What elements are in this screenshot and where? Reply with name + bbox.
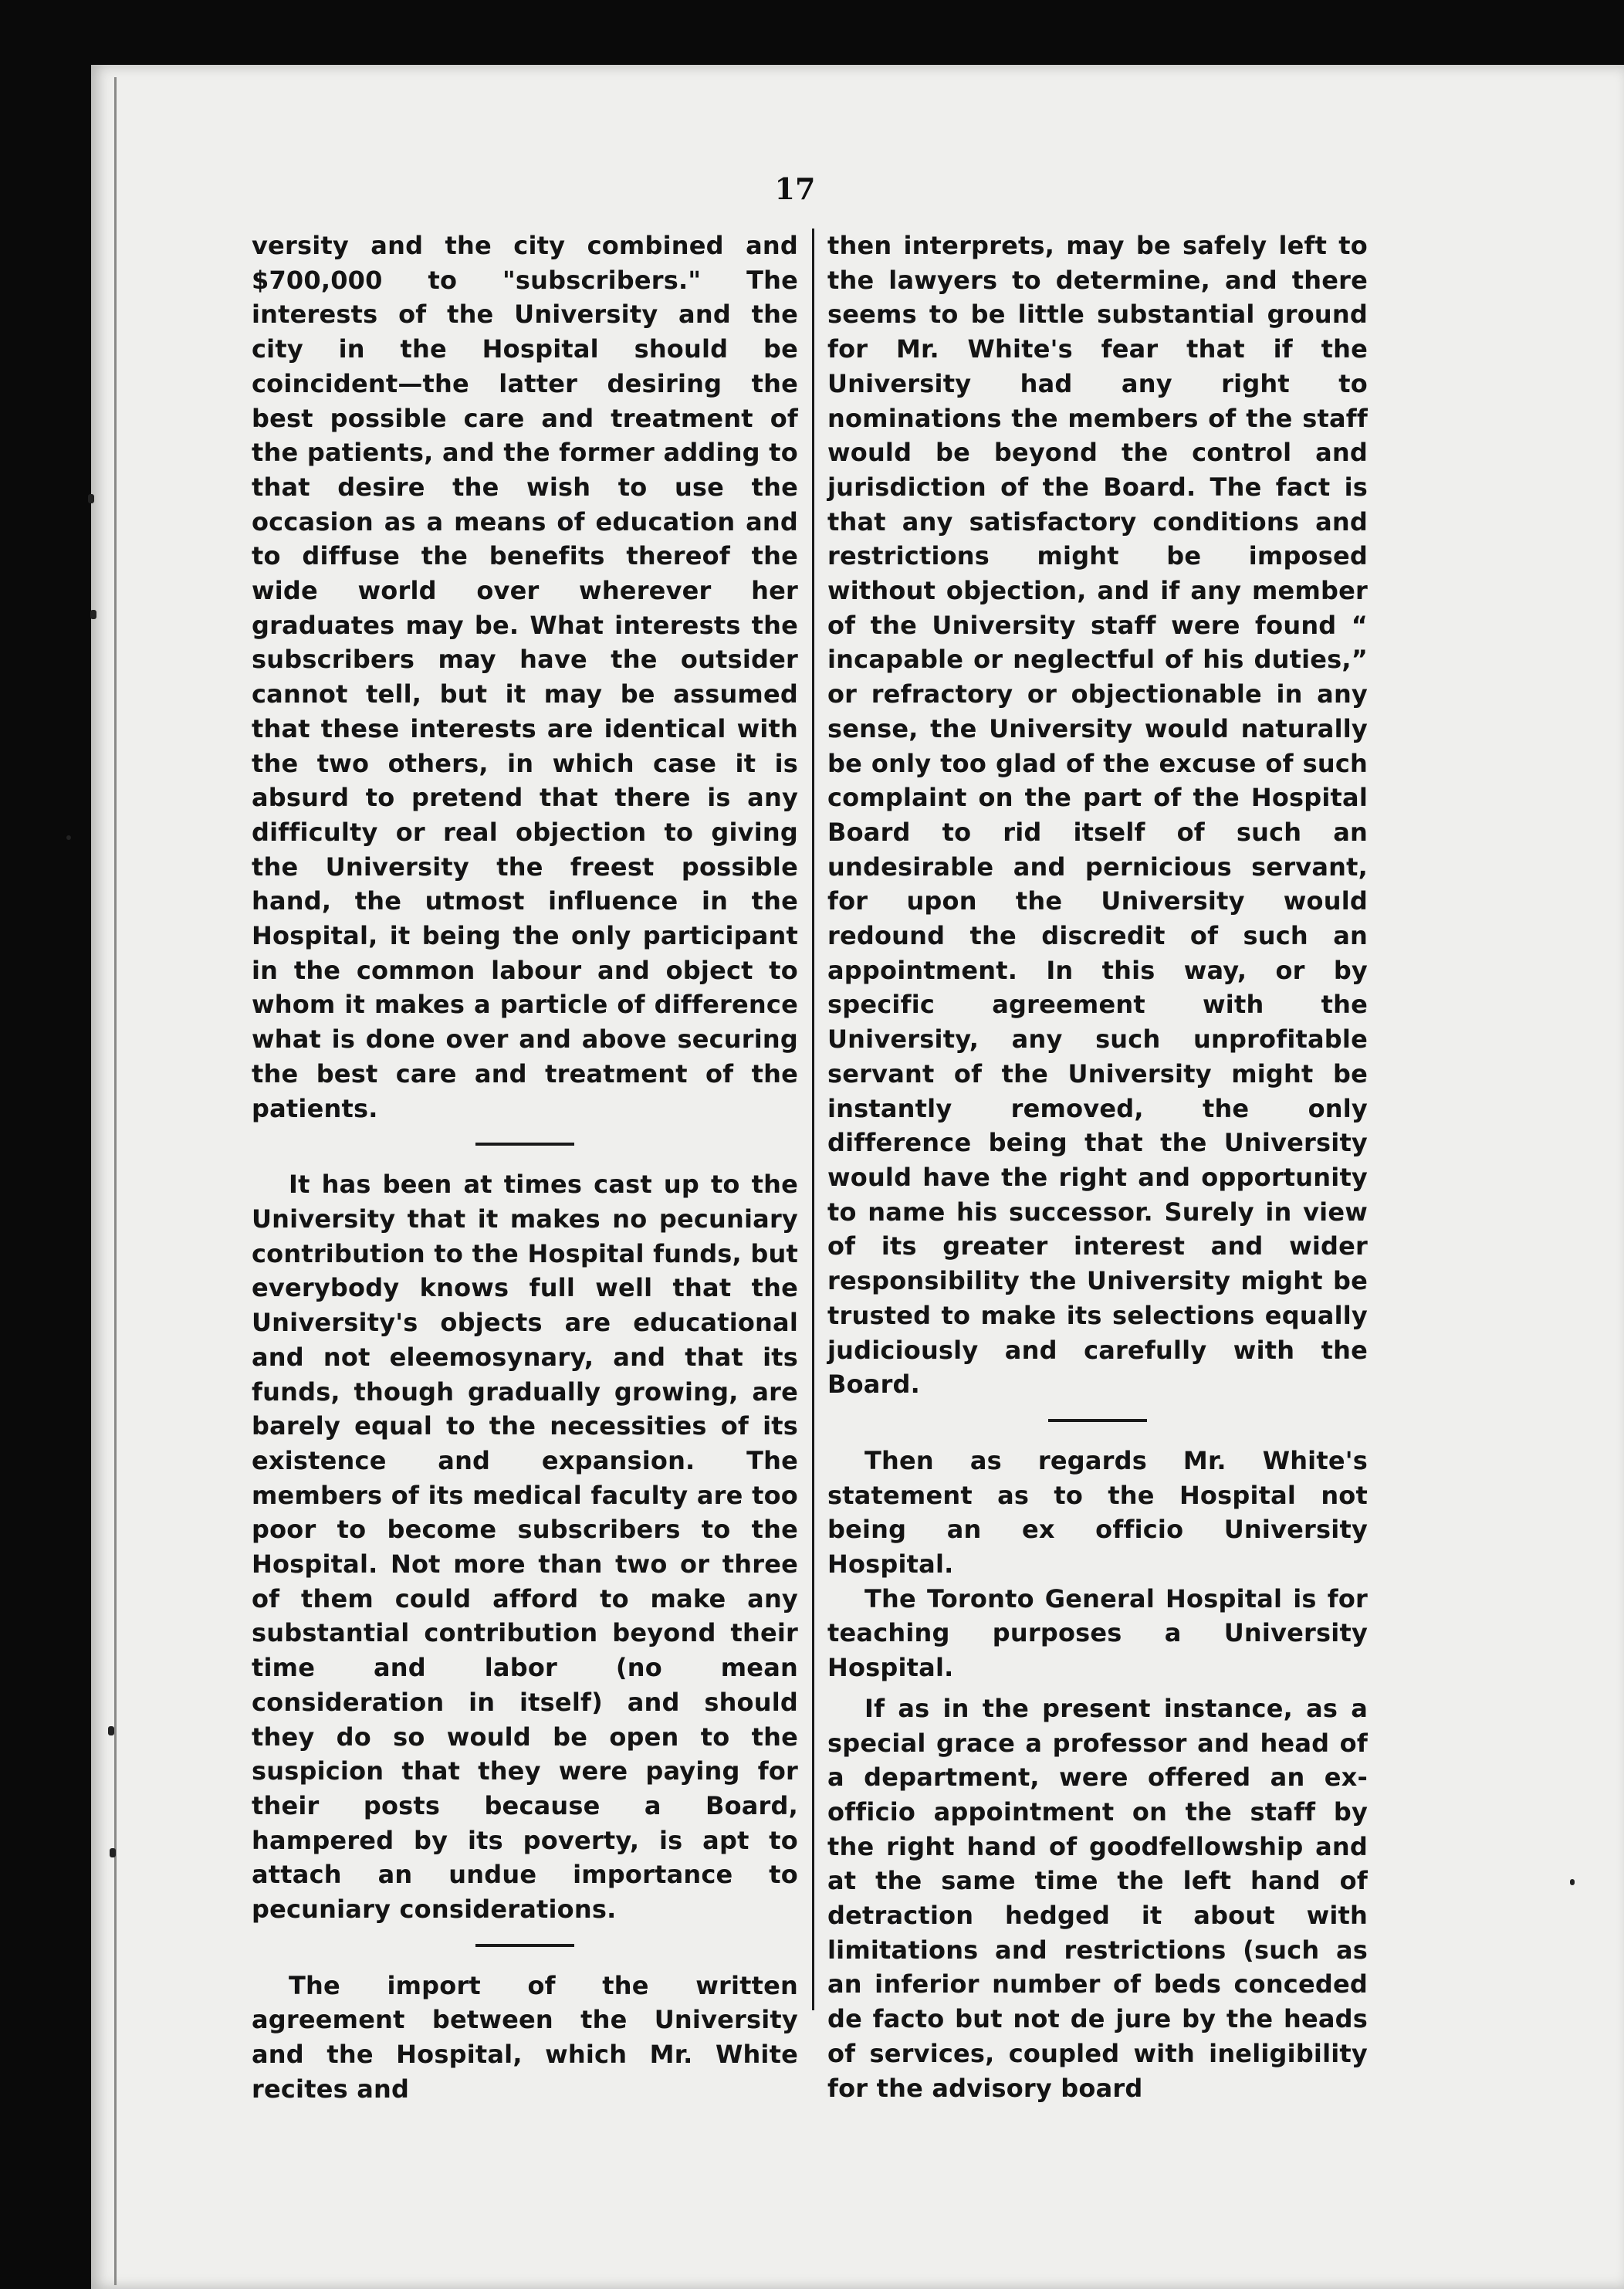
margin-mark <box>108 1726 114 1735</box>
right-paragraph-3: The Toronto General Hospital is for teaching purposes a University Hospital. <box>827 1583 1368 1683</box>
left-column <box>252 229 798 2107</box>
margin-mark <box>110 1848 116 1857</box>
left-paragraph-1: versity and the city combined and $700,000 to "subscribers." The interests of the University and the city in the Hospital should be coincident—the latter desiring the best possible care and treatment of the patients, and the former adding to that desire the wish to use the occasion as a means of education and to diffuse the benefits thereof the wide world over wherever her graduates may be. What interests the subscribers may have the outsider cannot tell, but it may be assumed that these interests are identical with the two others, in which case it is absurd to pretend that there is any difficulty or real objection to giving the University the freest possible hand, the utmost influence in the Hospital, it being the only participant in the common labour and object to whom it makes a particle of difference what is done over and above securing the best care and treatment of the patients. <box>252 231 798 1123</box>
right-column <box>827 229 1368 2105</box>
right-paragraph-4: If as in the present instance, as a special grace a professor and head of a department, were offered an ex-officio appointment on the staff by the right hand of goodfellowship and at the same time the left hand of detraction hedged it about with limitations and restrictions (such as an inferior number of beds conceded de facto but not de jure by the heads of services, coupled with ineligibility for the advisory board <box>827 1693 1368 2103</box>
left-paragraph-2: It has been at times cast up to the University that it makes no pecuniary contribution to the Hospital funds, but everybody knows full well that the University's objects are educational and not eleemosynary, and that its funds, though gradually growing, are barely equal to the necessities of its existence and expansion. The members of its medical faculty are too poor to become subscribers to the Hospital. Not more than two or three of them could afford to make any substantial contribution beyond their time and labor (no mean consideration in itself) and should they do so would be open to the suspicion that they were paying for their posts because a Board, hampered by its poverty, is apt to attach an undue importance to pecuniary considerations. <box>252 1170 798 1925</box>
right-paragraph-1: then interprets, may be safely left to the lawyers to determine, and there seems to be little substantial ground for Mr. White's fear that if the University had any right to nominations the members of the staff would be beyond the control and jurisdiction of the Board. The fact is that any satisfactory conditions and restrictions might be imposed without objection, and if any member of the University staff were found “ incapable or neglectful of his duties,” or refractory or objectionable in any sense, the University would naturally be only too glad of the excuse of such complaint on the part of the Hospital Board to rid itself of such an undesirable and pernicious servant, for upon the University would redound the discredit of such an appointment. In this way, or by specific agreement with the University, any such unprofitable servant of the University might be instantly removed, the only difference being that the University would have the right and opportunity to name his successor. Surely in view of its greater interest and wider responsibility the University might be trusted to make its selections equally judiciously and carefully with the Board. <box>827 231 1368 1400</box>
binding-gutter <box>114 77 117 2285</box>
page-number: 17 <box>774 171 816 206</box>
column-rule <box>812 229 814 2010</box>
margin-mark <box>66 835 71 840</box>
left-paragraph-3: The import of the written agreement between the University and the Hospital, which Mr. White recites and <box>252 1970 798 2104</box>
section-separator <box>475 1143 574 1146</box>
margin-mark <box>90 610 96 619</box>
margin-mark <box>88 494 94 503</box>
section-separator <box>475 1944 574 1947</box>
right-paragraph-2: Then as regards Mr. White's statement as to the Hospital not being an ex officio University Hospital. <box>827 1445 1368 1580</box>
section-separator <box>1048 1419 1147 1422</box>
margin-mark <box>1570 1879 1575 1885</box>
